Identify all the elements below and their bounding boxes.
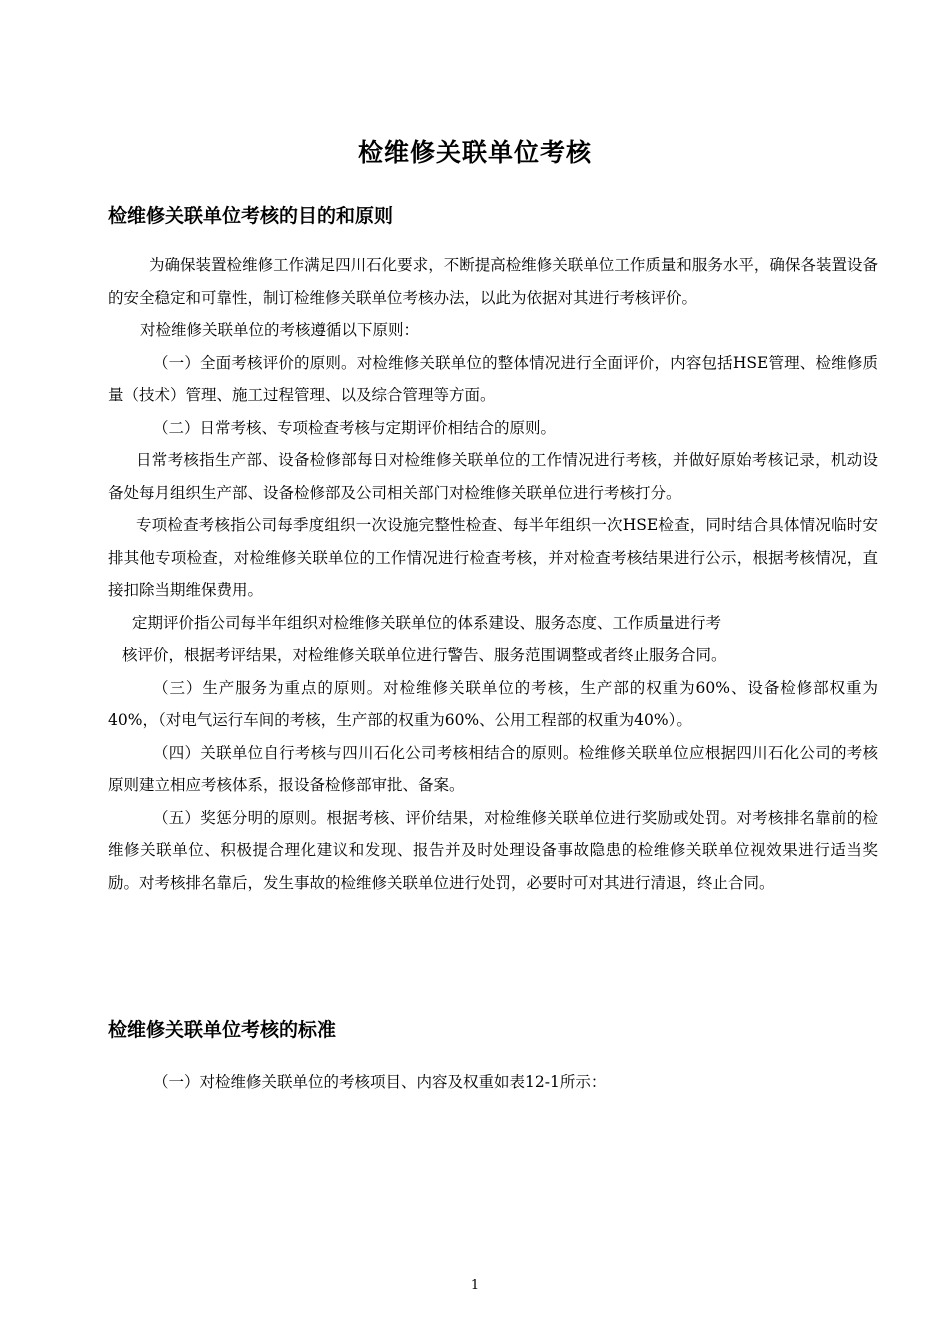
- paragraph-principle-4: （四）关联单位自行考核与四川石化公司考核相结合的原则。检维修关联单位应根据四川石化公司的考核原则建立相应考核体系，报设备检修部审批、备案。: [108, 743, 878, 794]
- paragraph-principle-2: （二）日常考核、专项检查考核与定期评价相结合的原则。: [153, 418, 557, 437]
- section-heading-standards: 检维修关联单位考核的标准: [108, 1019, 337, 1041]
- paragraph-special-inspection: 专项检查考核指公司每季度组织一次设施完整性检查、每半年组织一次HSE检查，同时结合具体情况临时安排其他专项检查，对检维修关联单位的工作情况进行检查考核，并对检查考核结果进行公示，根据考核情况，直接扣除当期维保费用。: [108, 516, 878, 599]
- page-number: 1: [470, 1278, 480, 1293]
- paragraph-principle-3: （三）生产服务为重点的原则。对检维修关联单位的考核，生产部的权重为60%、设备检修部权重为40%，（对电气运行车间的考核，生产部的权重为60%、公用工程部的权重为40%）。: [108, 678, 878, 729]
- paragraph-standard-1: （一）对检维修关联单位的考核项目、内容及权重如表12-1所示：: [153, 1073, 607, 1091]
- paragraph-daily-assessment: 日常考核指生产部、设备检修部每日对检维修关联单位的工作情况进行考核，并做好原始考核记录，机动设备处每月组织生产部、设备检修部及公司相关部门对检维修关联单位进行考核打分。: [108, 451, 878, 502]
- section-body-purpose-principles: [108, 249, 878, 899]
- document-title: 检维修关联单位考核: [357, 138, 592, 167]
- paragraph-periodic-evaluation-cont: 核评价，根据考评结果，对检维修关联单位进行警告、服务范围调整或者终止服务合同。: [122, 646, 727, 664]
- paragraph-periodic-evaluation: 定期评价指公司每半年组织对检维修关联单位的体系建设、服务态度、工作质量进行考: [132, 613, 722, 632]
- section-body-standards: [108, 1066, 878, 1099]
- paragraph-principle-5: （五）奖惩分明的原则。根据考核、评价结果，对检维修关联单位进行奖励或处罚。对考核排名靠前的检维修关联单位、积极提合理化建议和发现、报告并及时处理设备事故隐患的检维修关联单位视效果进行适当奖励。对考核排名靠后，发生事故的检维修关联单位进行处罚，必要时可对其进行清退，终止合同。: [108, 808, 878, 892]
- paragraph-intro: 为确保装置检维修工作满足四川石化要求，不断提高检维修关联单位工作质量和服务水平，确保各装置设备的安全稳定和可靠性，制订检维修关联单位考核办法，以此为依据对其进行考核评价。: [108, 256, 878, 307]
- paragraph-principle-1: （一）全面考核评价的原则。对检维修关联单位的整体情况进行全面评价，内容包括HSE管理、检维修质量（技术）管理、施工过程管理、以及综合管理等方面。: [108, 353, 878, 404]
- section-heading-purpose-principles: 检维修关联单位考核的目的和原则: [108, 205, 394, 227]
- paragraph-principles-lead: 对检维修关联单位的考核遵循以下原则：: [140, 321, 420, 339]
